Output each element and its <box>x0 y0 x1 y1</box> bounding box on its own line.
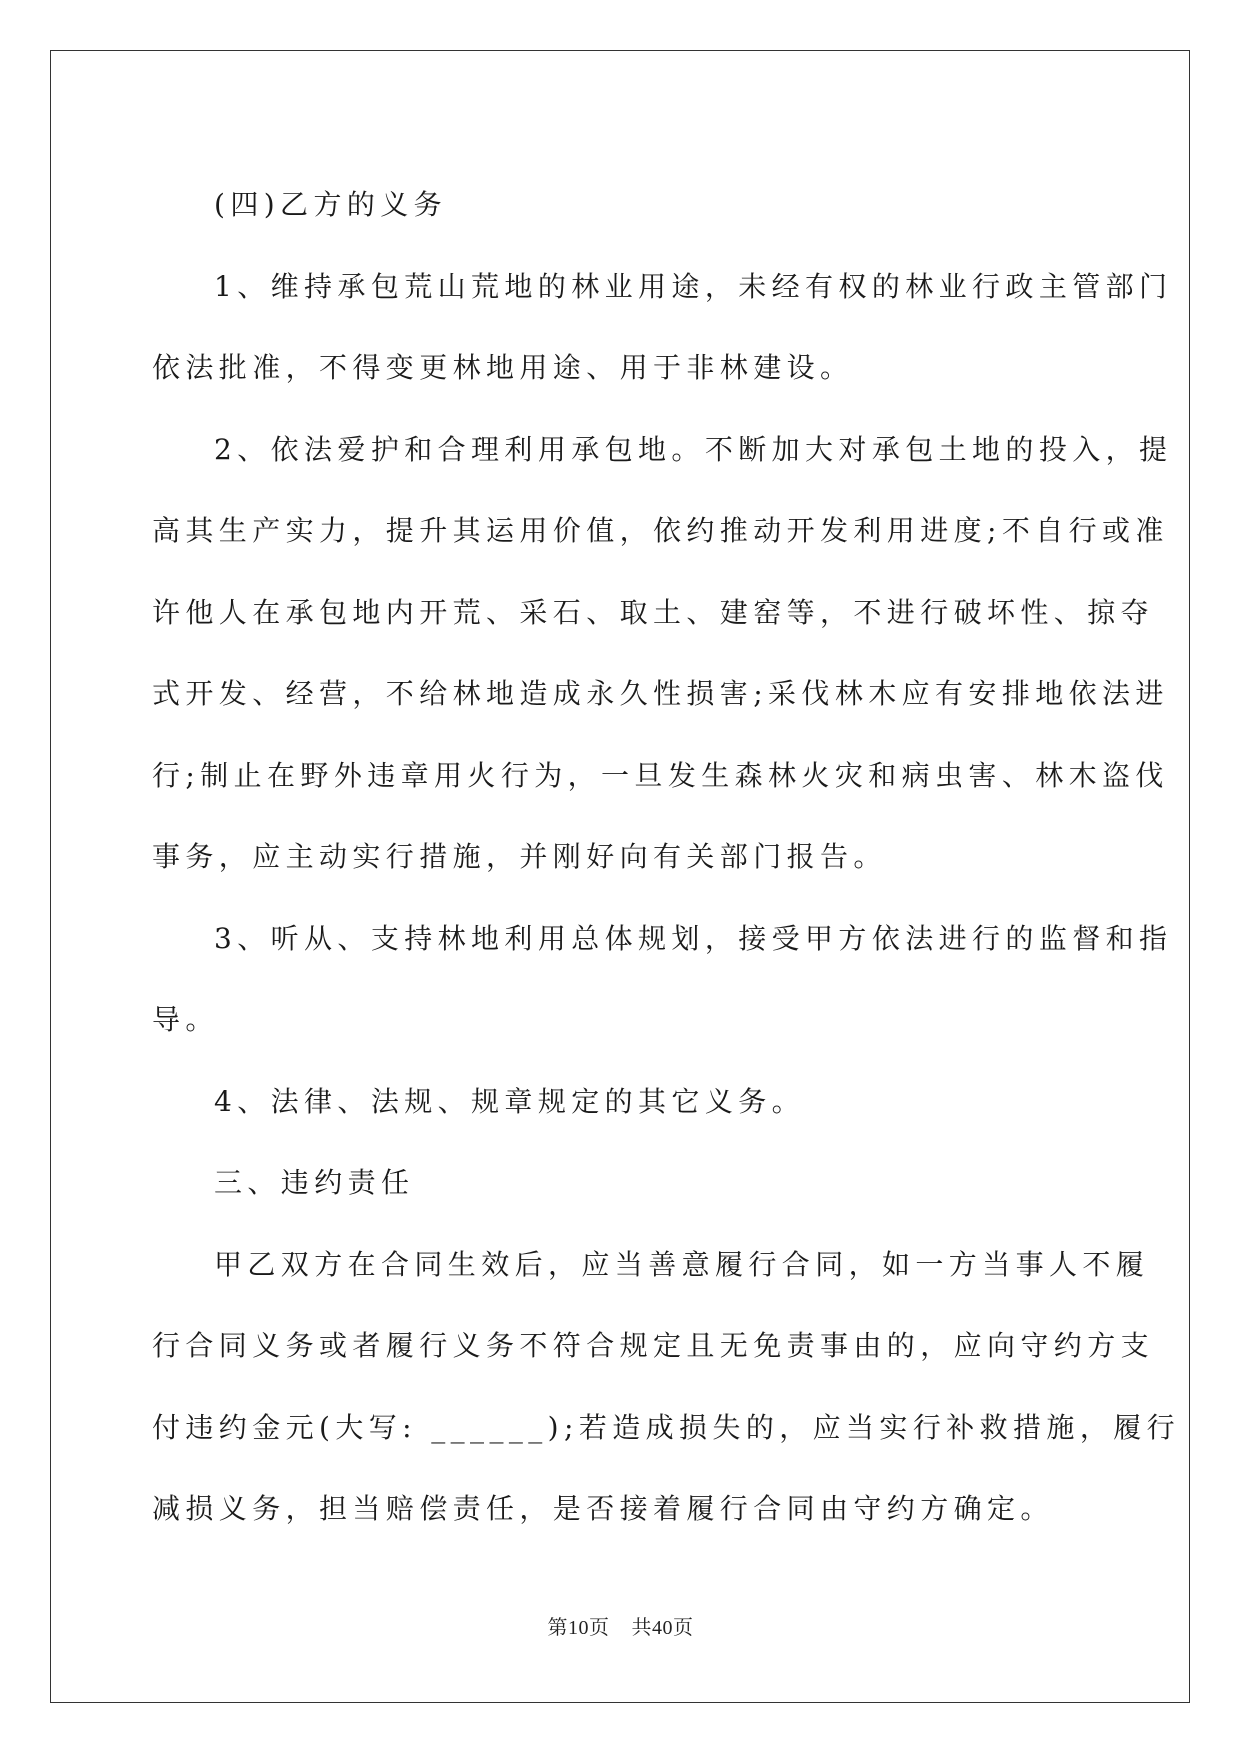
paragraph-breach-terms <box>152 1224 1181 1550</box>
text-line: 行合同义务或者履行义务不符合规定且无免责事由的，应向守约方支 <box>152 1329 1155 1362</box>
text-line: 三、违约责任 <box>214 1166 415 1199</box>
paragraph-heading-breach-liability <box>152 1142 1090 1224</box>
paragraph-obligation-2 <box>152 409 1173 898</box>
paragraph-obligation-4 <box>152 1061 1090 1143</box>
text-line: 式开发、经营，不给林地造成永久性损害;采伐林木应有安排地依法进 <box>152 677 1169 710</box>
text-line: 事务，应主动实行措施，并刚好向有关部门报告。 <box>152 840 887 873</box>
text-line: 依法批准，不得变更林地用途、用于非林建设。 <box>152 351 854 384</box>
paragraph-obligation-1 <box>152 246 1173 409</box>
text-line: (四)乙方的义务 <box>214 188 448 221</box>
page-footer <box>0 1611 1241 1640</box>
text-line: 减损义务，担当赔偿责任，是否接着履行合同由守约方确定。 <box>152 1492 1054 1525</box>
text-line: 2、依法爱护和合理利用承包地。不断加大对承包土地的投入，提 <box>214 432 1173 466</box>
paragraph-heading-yi-obligations <box>152 164 1090 246</box>
text-line: 4、法律、法规、规章规定的其它义务。 <box>214 1084 806 1118</box>
text-line: 甲乙双方在合同生效后，应当善意履行合同，如一方当事人不履 <box>214 1247 1150 1281</box>
page-total: 共40页 <box>631 1617 694 1639</box>
paragraph-obligation-3 <box>152 898 1173 1061</box>
text-line: 1、维持承包荒山荒地的林业用途，未经有权的林业行政主管部门 <box>214 269 1173 303</box>
text-line: 行;制止在野外违章用火行为，一旦发生森林火灾和病虫害、林木盗伐 <box>152 758 1169 792</box>
text-line: 3、听从、支持林地利用总体规划，接受甲方依法进行的监督和指 <box>214 921 1173 955</box>
text-line: 高其生产实力，提升其运用价值，依约推动开发利用进度;不自行或准 <box>152 514 1169 547</box>
text-line: 导。 <box>152 1003 219 1036</box>
text-line: 付违约金元(大写: ______);若造成损失的，应当实行补救措施，履行 <box>152 1410 1181 1444</box>
text-line: 许他人在承包地内开荒、采石、取土、建窑等，不进行破坏性、掠夺 <box>152 595 1155 629</box>
document-body <box>152 164 1181 1550</box>
page-number: 第10页 <box>547 1617 610 1639</box>
